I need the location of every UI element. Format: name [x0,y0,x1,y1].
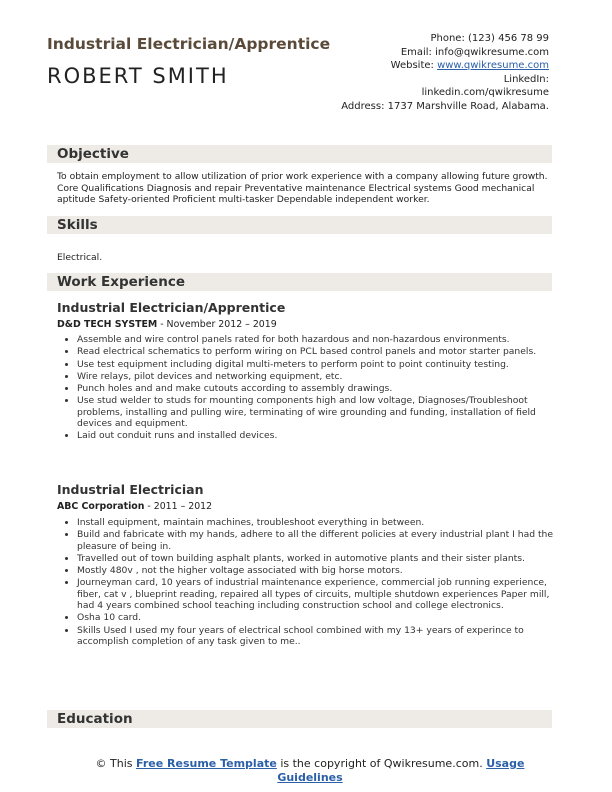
duty-item: • Use stud welder to studs for mounting components high and low voltage, Diagnoses/Troubleshoot problems, installing and pulling wire, terminating of wire grounding and funding, installation of field devices and equipment. [77,395,567,429]
job-duties-list [62,334,567,443]
duty-item: • Mostly 480v , not the higher voltage associated with big horse motors. [77,565,567,576]
duty-item: • Read electrical schematics to perform wiring on PCL based control panels and motor starter panels. [77,346,567,357]
section-heading-objective: Objective [47,145,552,163]
phone-label: Phone: [430,33,465,44]
contact-address [329,100,549,114]
contact-website [329,59,549,73]
email-value: info@qwikresume.com [435,46,549,58]
job-duties-list [62,517,567,648]
skills-text: Electrical. [57,252,103,263]
company-name: ABC Corporation [57,501,145,512]
duty-item: • Osha 10 card. [77,612,567,623]
section-heading-education: Education [47,710,552,728]
contact-linkedin [329,73,549,100]
job-company-line [57,319,277,330]
candidate-name: ROBERT SMITH [47,64,229,88]
contact-block [329,32,549,113]
footer-middle: is the copyright of Qwikresume.com. [276,757,487,770]
copyright-footer [80,757,540,785]
phone-value: (123) 456 78 99 [468,33,549,44]
job-dates: - November 2012 – 2019 [157,319,277,330]
job-company-line [57,501,212,512]
objective-text: To obtain employment to allow utilization of prior work experience with a company allowing future growth. Core Qualifications Diagnosis and repair Preventative maintenance Electrical systems Good mechanical aptitude Safety-oriented Proficient multi-tasker Dependable independent worker. [57,171,548,205]
duty-item: • Install equipment, maintain machines, troubleshoot everything in between. [77,517,567,528]
address-label: Address: [341,100,385,112]
job-title: Industrial Electrician [57,482,204,497]
section-heading-work-experience: Work Experience [47,273,552,291]
duty-item: • Use test equipment including digital multi-meters to perform point to point continuity testing. [77,359,567,370]
duty-item: • Assemble and wire control panels rated for both hazardous and non-hazardous environments. [77,334,567,345]
job-dates: - 2011 – 2012 [144,501,213,512]
website-label: Website: [390,60,434,71]
resume-title: Industrial Electrician/Apprentice [47,35,331,53]
duty-item: • Build and fabricate with my hands, adhere to all the different policies at every industrial plant I had the pleasure of being in. [77,529,567,552]
free-resume-template-link[interactable]: Free Resume Template [136,757,277,770]
address-value: 1737 Marshville Road, Alabama. [387,100,549,112]
linkedin-value: linkedin.com/qwikresume [421,87,549,98]
duty-item: • Travelled out of town building asphalt plants, worked in automotive plants and their sister plants. [77,553,567,564]
footer-prefix: © This [95,757,137,770]
duty-item: • Skills Used I used my four years of electrical school combined with my 13+ years of experince to accomplish completion of any task given to me.. [77,625,567,648]
website-link[interactable]: www.qwikresume.com [437,60,549,71]
contact-email [329,46,549,60]
duty-item: • Journeyman card, 10 years of industrial maintenance experience, commercial job running experience, fiber, cat v , blueprint reading, repaired all types of circuits, multiple shutdown experiences Paper mill, had 4 years combined school teaching including construction school and college electronics. [77,577,567,611]
linkedin-label: LinkedIn: [503,73,549,85]
duty-item: • Laid out conduit runs and installed devices. [77,430,567,441]
company-name: D&D TECH SYSTEM [57,319,158,330]
contact-phone [329,32,549,46]
email-label: Email: [400,46,432,58]
duty-item: • Punch holes and and make cutouts according to assembly drawings. [77,383,567,394]
usage-guidelines-link[interactable]: Usage Guidelines [277,757,525,784]
job-title: Industrial Electrician/Apprentice [57,300,286,315]
section-heading-skills: Skills [47,216,552,234]
duty-item: • Wire relays, pilot devices and networking equipment, etc. [77,371,567,382]
